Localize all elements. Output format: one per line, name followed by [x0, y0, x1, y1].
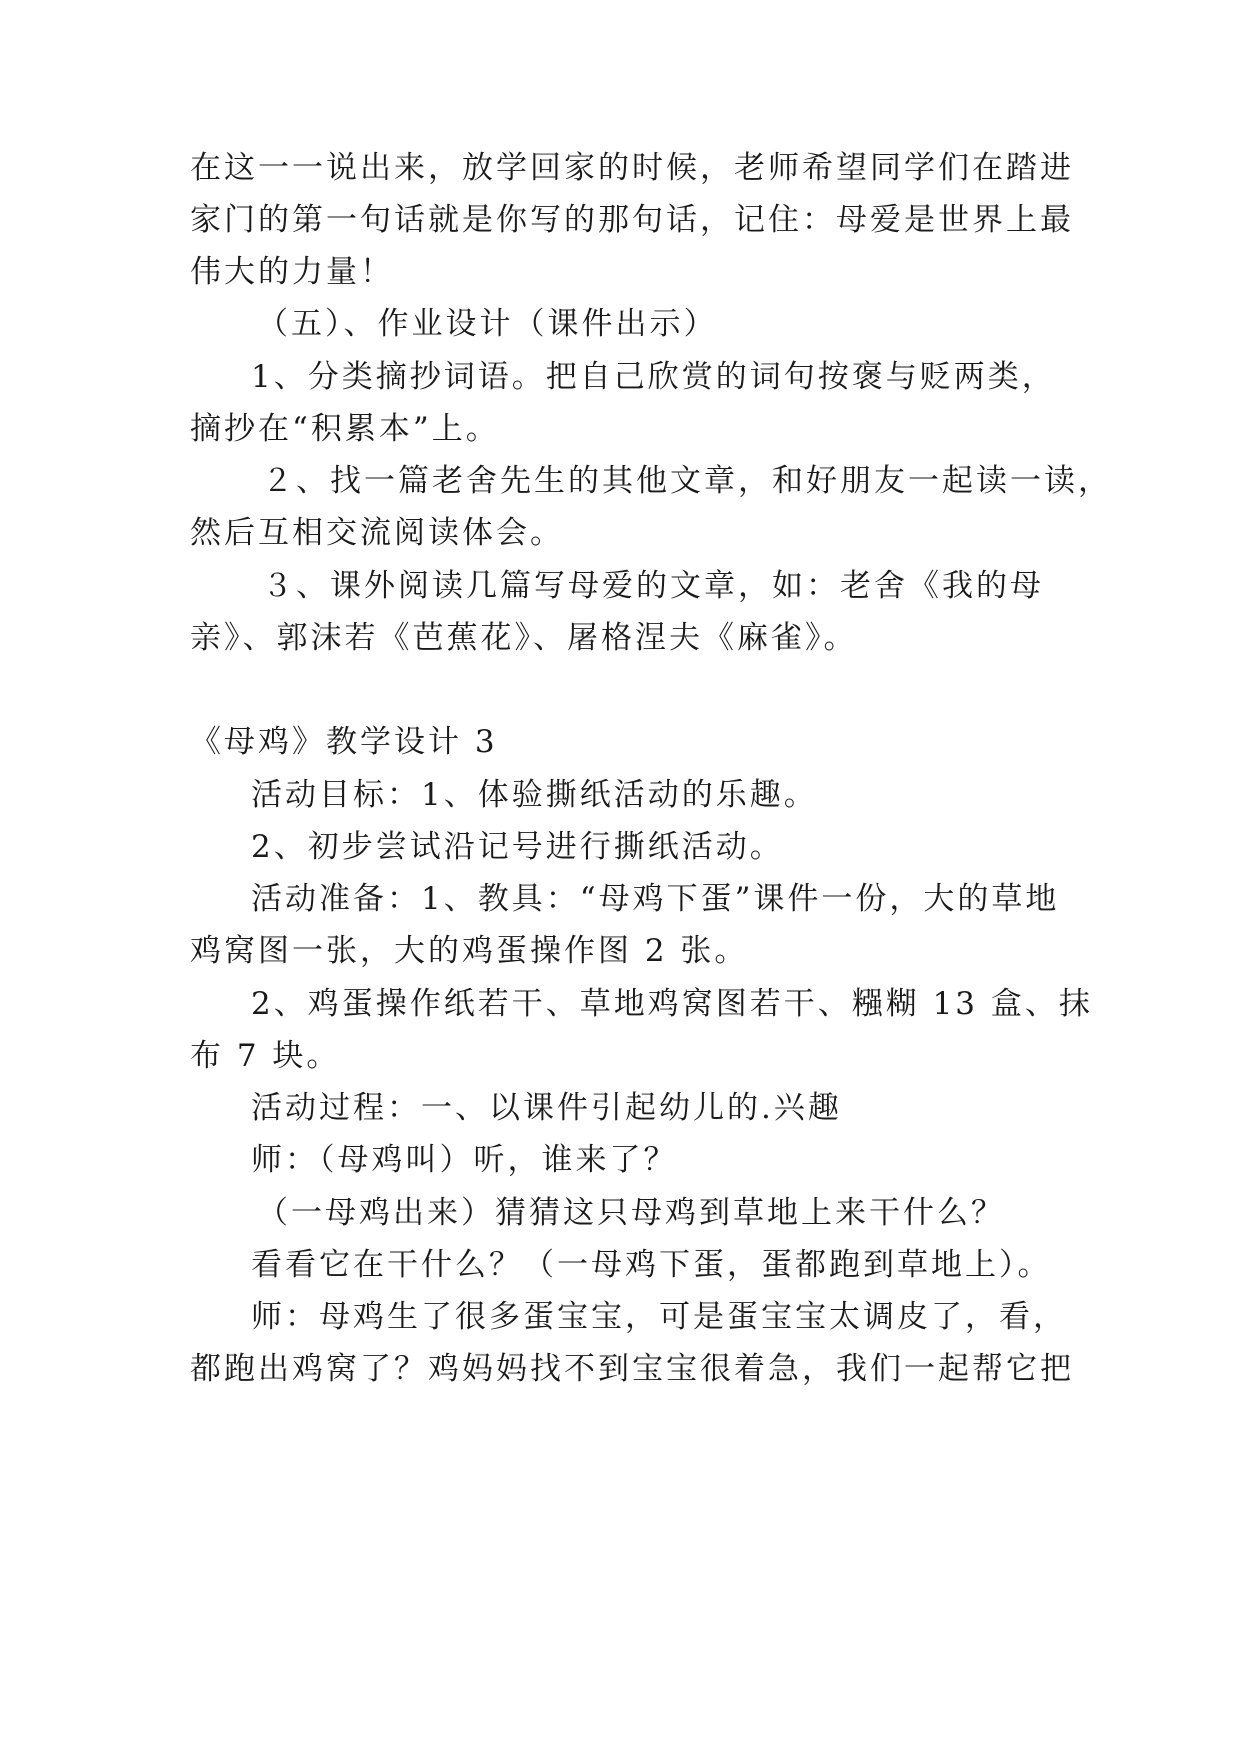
- paragraph-line: 2、鸡蛋操作纸若干、草地鸡窝图若干、糨糊 13 盒、抹: [251, 986, 1093, 1022]
- paragraph-line: 亲》、郭沫若《芭蕉花》、屠格涅夫《麻雀》。: [190, 620, 858, 656]
- paragraph-line: 活动过程：一、以课件引起幼儿的.兴趣: [251, 1090, 842, 1126]
- paragraph-line: 鸡窝图一张，大的鸡蛋操作图 2 张。: [190, 933, 749, 969]
- paragraph-line: 2、初步尝试沿记号进行撕纸活动。: [251, 829, 784, 865]
- paragraph-line: 家门的第一句话就是你写的那句话，记住：母爱是世界上最: [190, 202, 1074, 238]
- paragraph-line: 1、分类摘抄词语。把自己欣赏的词句按褒与贬两类，: [251, 359, 1056, 395]
- paragraph-line: 布 7 块。: [190, 1038, 341, 1074]
- paragraph-line: 伟大的力量！: [190, 254, 394, 290]
- paragraph-line: 活动准备：1、教具：“母鸡下蛋”课件一份，大的草地: [251, 881, 1060, 917]
- paragraph-line: 在这一一说出来，放学回家的时候，老师希望同学们在踏进: [190, 150, 1074, 186]
- paragraph-line: 师：母鸡生了很多蛋宝宝，可是蛋宝宝太调皮了，看，: [251, 1299, 1067, 1335]
- paragraph-line: （一母鸡出来）猜猜这只母鸡到草地上来干什么？: [257, 1195, 1005, 1231]
- paragraph-line: 师：（母鸡叫）听，谁来了？: [251, 1142, 678, 1178]
- section-heading: （五）、作业设计（课件出示）: [257, 306, 718, 342]
- paragraph-line: 都跑出鸡窝了？鸡妈妈找不到宝宝很着急，我们一起帮它把: [190, 1351, 1074, 1387]
- paragraph-line: ２、找一篇老舍先生的其他文章，和好朋友一起读一读，: [262, 463, 1112, 499]
- paragraph-line: ３、课外阅读几篇写母爱的文章，如：老舍《我的母: [262, 568, 1044, 604]
- paragraph-line: 活动目标：1、体验撕纸活动的乐趣。: [251, 777, 818, 813]
- document-title: 《母鸡》教学设计 3: [190, 724, 498, 760]
- paragraph-line: 摘抄在“积累本”上。: [190, 411, 500, 447]
- paragraph-line: 看看它在干什么？（一母鸡下蛋，蛋都跑到草地上）。: [251, 1247, 1052, 1283]
- paragraph-line: 然后互相交流阅读体会。: [190, 515, 564, 551]
